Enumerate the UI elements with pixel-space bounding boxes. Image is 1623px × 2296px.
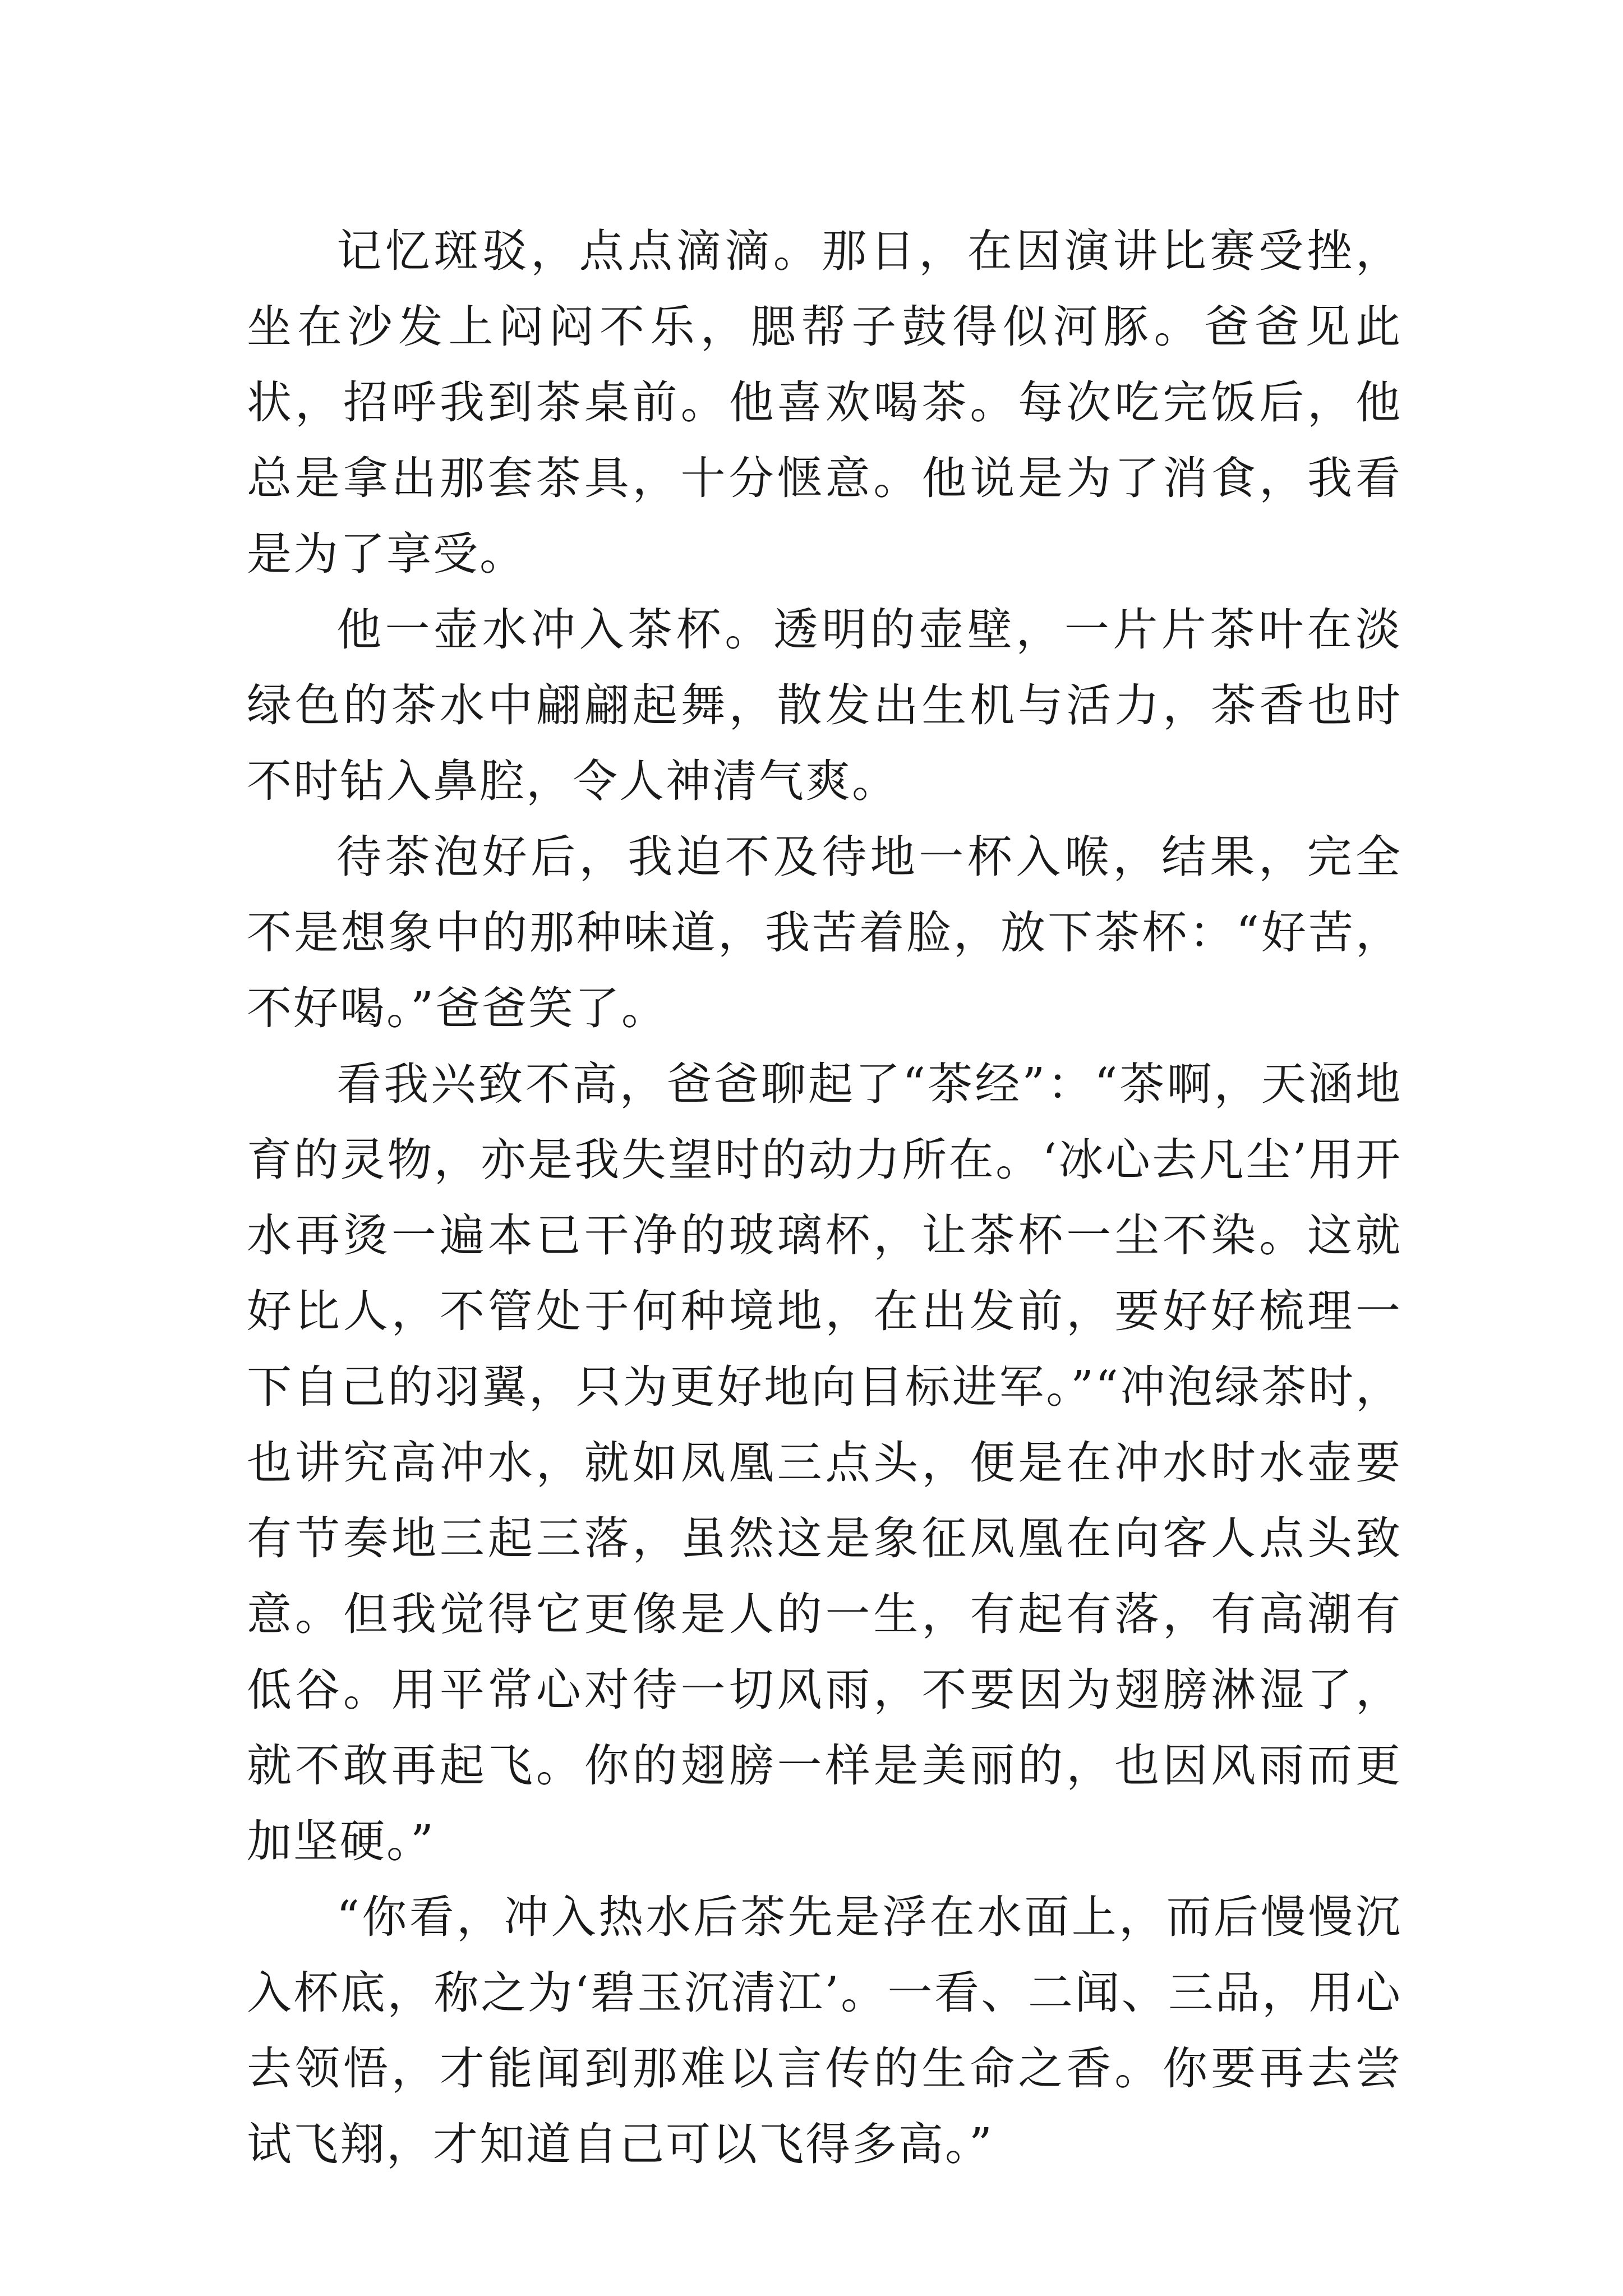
paragraph-1: 记忆斑驳，点点滴滴。那日，在因演讲比赛受挫，坐在沙发上闷闷不乐，腮帮子鼓得似河豚。爸爸见此状，招呼我到茶桌前。他喜欢喝茶。每次吃完饭后，他总是拿出那套茶具，十分惬意。他说是为了消食，我看是为了享受。 xyxy=(247,225,1402,580)
essay-body xyxy=(247,213,1402,2182)
paragraph-5: “你看，冲入热水后茶先是浮在水面上，而后慢慢沉入杯底，称之为‘碧玉沉清江’。一看、二闻、三品，用心去领悟，才能闻到那难以言传的生命之香。你要再去尝试飞翔，才知道自己可以飞得多高。” xyxy=(247,1891,1402,2170)
paragraph-3: 待茶泡好后，我迫不及待地一杯入喉，结果，完全不是想象中的那种味道，我苦着脸，放下茶杯：“好苦，不好喝。”爸爸笑了。 xyxy=(247,831,1402,1034)
paragraph-2: 他一壶水冲入茶杯。透明的壶壁，一片片茶叶在淡绿色的茶水中翩翩起舞，散发出生机与活力，茶香也时不时钻入鼻腔，令人神清气爽。 xyxy=(247,604,1402,807)
paragraph-4: 看我兴致不高，爸爸聊起了“茶经”：“茶啊，天涵地育的灵物，亦是我失望时的动力所在。‘冰心去凡尘’用开水再烫一遍本已干净的玻璃杯，让茶杯一尘不染。这就好比人，不管处于何种境地，在出发前，要好好梳理一下自己的羽翼，只为更好地向目标进军。”“冲泡绿茶时，也讲究高冲水，就如凤凰三点头，便是在冲水时水壶要有节奏地三起三落，虽然这是象征凤凰在向客人点头致意。但我觉得它更像是人的一生，有起有落，有高潮有低谷。用平常心对待一切风雨，不要因为翅膀淋湿了，就不敢再起飞。你的翅膀一样是美丽的，也因风雨而更加坚硬。” xyxy=(247,1058,1402,1867)
